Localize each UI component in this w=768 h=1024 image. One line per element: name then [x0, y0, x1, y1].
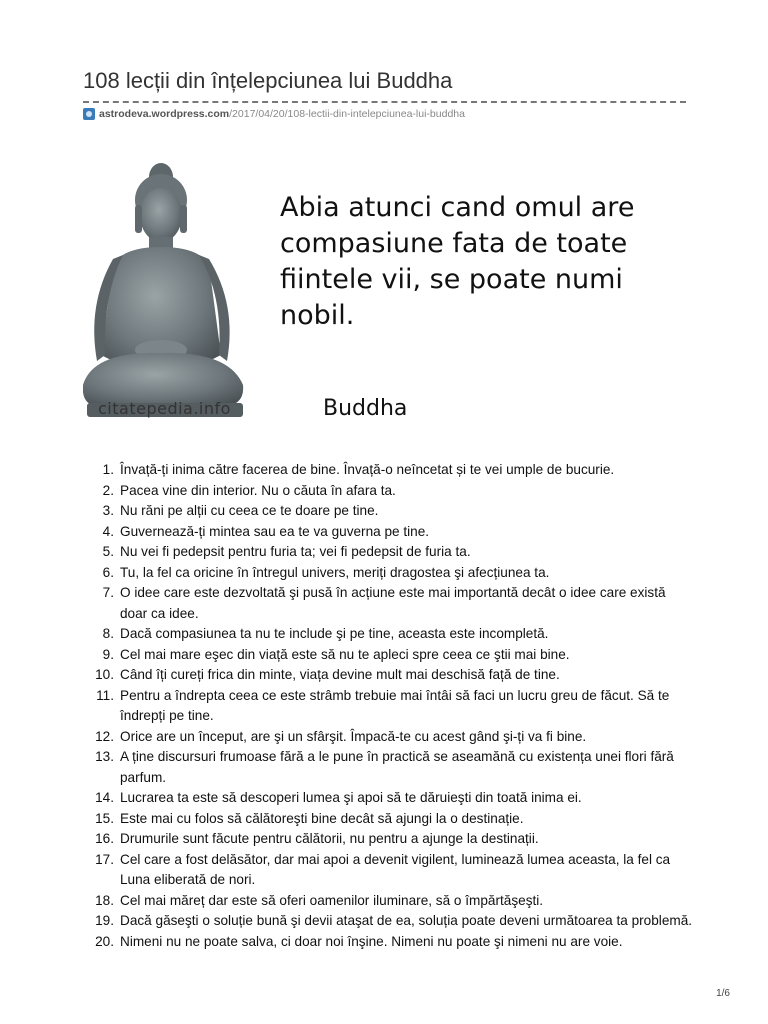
list-item-text: Cel mai mare eşec din viață este să nu te apleci spre ceea ce ştii mai bine.: [120, 646, 570, 662]
list-item-number: 1.: [102, 462, 114, 477]
page-title: 108 lecții din înțelepciunea lui Buddha: [83, 68, 453, 93]
list-item: [83, 850, 693, 891]
list-item-text: Nu vei fi pedepsit pentru furia ta; vei fi pedepsit de furia ta.: [120, 544, 471, 559]
quote-text: Abia atunci cand omul are compasiune fata de toate fiintele vii, se poate numi nobil.: [280, 192, 635, 331]
list-item: [83, 747, 693, 788]
list-item-text: Dacă compasiunea ta nu te include şi pe tine, aceasta este incompletă.: [120, 626, 549, 641]
source-link[interactable]: [83, 107, 465, 121]
list-item-text: Drumurile sunt făcute pentru călătorii, nu pentru a ajunge la destinații.: [120, 831, 539, 846]
buddha-statue-icon: [83, 163, 243, 417]
list-item-number: 10.: [95, 667, 114, 682]
image-watermark: citatepedia.info: [98, 399, 231, 418]
list-item-text: Cel care a fost delăsător, dar mai apoi a devenit vigilent, luminează lumea aceasta, la fel ca Luna eliberată de nori.: [120, 851, 671, 887]
list-item-number: 2.: [102, 482, 114, 498]
list-item-text: A ține discursuri frumoase fără a le pune în practică se aseamănă cu existența unei flori fără parfum.: [120, 749, 674, 785]
list-item: [83, 932, 693, 953]
list-item-text: Guvernează-ți mintea sau ea te va guverna pe tine.: [120, 523, 430, 539]
quote-author: Buddha: [323, 396, 408, 421]
list-item: [83, 829, 693, 850]
list-item-number: 8.: [102, 626, 114, 641]
list-item-text: Când îți cureți frica din minte, viața devine mult mai deschisă față de tine.: [120, 667, 560, 682]
list-item-text: Este mai cu folos să călătoreşti bine decât să ajungi la o destinație.: [120, 810, 524, 826]
list-item-text: Pentru a îndrepta ceea ce este strâmb trebuie mai întâi să faci un lucru greu de făcut. Să te îndrepți pe tine.: [120, 687, 670, 723]
list-item-text: Lucrarea ta este să descoperi lumea şi apoi să te dăruieşti din toată inima ei.: [120, 790, 582, 805]
list-item-number: 9.: [102, 646, 114, 662]
list-item-text: Învață-ți inima către facerea de bine. Învață-o neîncetat și te vei umple de bucurie.: [120, 462, 615, 477]
title-divider: [83, 101, 686, 103]
list-item-number: 12.: [95, 728, 114, 744]
list-item: [83, 809, 693, 830]
list-item-number: 4.: [102, 523, 114, 539]
list-item: [83, 727, 693, 748]
list-item: [83, 891, 693, 912]
list-item-number: 20.: [95, 933, 114, 949]
list-item-text: Cel mai măreț dar este să oferi oamenilor iluminare, să o împărtăşeşti.: [120, 892, 544, 908]
lessons-list: [83, 460, 693, 952]
list-item-text: Dacă găseşti o soluție bună şi devii ataşat de ea, soluția poate deveni următoarea ta problemă.: [120, 913, 693, 928]
list-item-number: 3.: [102, 503, 114, 518]
list-item: [83, 481, 693, 502]
list-item-number: 6.: [102, 564, 114, 580]
list-item-number: 19.: [95, 913, 114, 928]
source-domain: astrodeva.wordpress.com: [99, 108, 230, 120]
list-item: [83, 563, 693, 584]
list-item-text: Nu răni pe alții cu ceea ce te doare pe tine.: [120, 503, 379, 518]
list-item-text: Tu, la fel ca oricine în întregul univers, meriți dragostea şi afecțiunea ta.: [120, 564, 550, 580]
list-item-text: O idee care este dezvoltată şi pusă în acțiune este mai importantă decât o idee care există doar ca idee.: [120, 585, 666, 621]
list-item-text: Pacea vine din interior. Nu o căuta în afara ta.: [120, 482, 396, 498]
list-item: [83, 911, 693, 932]
list-item-number: 11.: [96, 687, 114, 703]
list-item: [83, 665, 693, 686]
list-item: [83, 788, 693, 809]
list-item-number: 16.: [95, 831, 114, 846]
list-item: [83, 542, 693, 563]
list-item-text: Orice are un început, are şi un sfârşit. Împacă-te cu acest gând şi-ți va fi bine.: [120, 728, 587, 744]
list-item: [83, 583, 693, 624]
source-path: /2017/04/20/108-lectii-din-intelepciunea-lui-buddha: [229, 108, 465, 120]
list-item-number: 15.: [95, 810, 114, 826]
list-item-number: 13.: [95, 749, 114, 764]
list-item-text: Nimeni nu ne poate salva, ci doar noi înşine. Nimeni nu poate şi nimeni nu are voie.: [120, 933, 623, 949]
list-item-number: 7.: [102, 585, 114, 600]
list-item-number: 18.: [95, 892, 114, 908]
list-item: [83, 522, 693, 543]
wordpress-favicon-icon: [83, 108, 95, 120]
list-item: [83, 624, 693, 645]
list-item: [83, 686, 693, 727]
list-item: [83, 645, 693, 666]
list-item-number: 14.: [95, 790, 114, 805]
list-item-number: 5.: [102, 544, 114, 559]
page-indicator: 1/6: [716, 988, 730, 999]
list-item: [83, 460, 693, 481]
list-item: [83, 501, 693, 522]
list-item-number: 17.: [95, 851, 114, 867]
